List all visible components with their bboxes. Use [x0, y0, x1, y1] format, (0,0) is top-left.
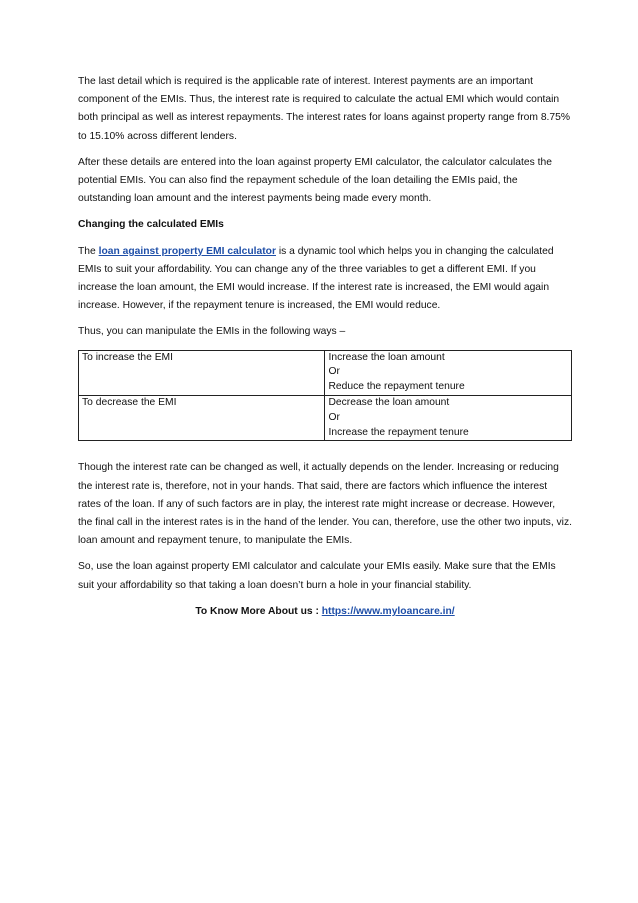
paragraph-interest-lender: Though the interest rate can be changed as well, it actually depends on the lender. Increasing or reducing the interest rate is, therefore, not in your hands. That said, there are factors which influence the interest rates of the loan. If any of such factors are in play, the interest rate might increase or decrease. However, the final call in the interest rates is in the hand of the lender. You can, therefore, use the other two inputs, viz. loan amount and repayment tenure, to manipulate the EMIs.: [78, 462, 572, 547]
or-text: Or: [328, 366, 340, 378]
table-cell-action: To decrease the EMI: [79, 396, 325, 441]
paragraph-dynamic-tool: [78, 243, 572, 316]
table-cell-action: To increase the EMI: [79, 350, 325, 395]
option-text: Increase the loan amount: [328, 351, 445, 363]
option-text: Decrease the loan amount: [328, 397, 450, 409]
footer-website-link[interactable]: https://www.myloancare.in/: [321, 605, 455, 617]
table-row: [79, 396, 572, 441]
paragraph-manipulate-intro: Thus, you can manipulate the EMIs in the following ways –: [78, 326, 346, 338]
emi-calculator-link[interactable]: loan against property EMI calculator: [98, 245, 276, 257]
emi-options-table: [78, 350, 572, 442]
paragraph-interest-rate: The last detail which is required is the applicable rate of interest. Interest payments are an important component of the EMIs. Thus, the interest rate is required to calculate the actual EMI which would contain both principal as well as interest repayments. The interest rates for loans against property range from 8.75% to 15.10% across different lenders.: [78, 76, 571, 142]
table-cell-options: [325, 350, 572, 395]
option-text: Increase the repayment tenure: [328, 426, 469, 438]
footer-label: To Know More About us :: [195, 605, 322, 617]
paragraph-conclusion: So, use the loan against property EMI calculator and calculate your EMIs easily. Make sure that the EMIs suit your affordability so that taking a loan doesn’t burn a hole in your financial stability.: [78, 561, 556, 591]
document-body: [78, 73, 572, 629]
section-heading: Changing the calculated EMIs: [78, 219, 224, 231]
table-cell-options: [325, 396, 572, 441]
option-text: Reduce the repayment tenure: [328, 381, 465, 393]
paragraph-prefix: The: [78, 245, 99, 257]
table-row: [79, 350, 572, 395]
or-text: Or: [328, 411, 340, 423]
paragraph-calculator-output: After these details are entered into the loan against property EMI calculator, the calculator calculates the potential EMIs. You can also find the repayment schedule of the loan detailing the EMIs paid, the outstanding loan amount and the interest payments being made every month.: [78, 156, 552, 205]
paragraph-rest: is a dynamic tool which helps you in changing the calculated EMIs to suit your affordability. You can change any of the three variables to get a different EMI. If you increase the loan amount, the EMI would increase. If the interest rate is increased, the EMI would again increase. However, if the repayment tenure is increased, the EMI would reduce.: [78, 245, 554, 312]
footer-know-more: [78, 603, 572, 621]
